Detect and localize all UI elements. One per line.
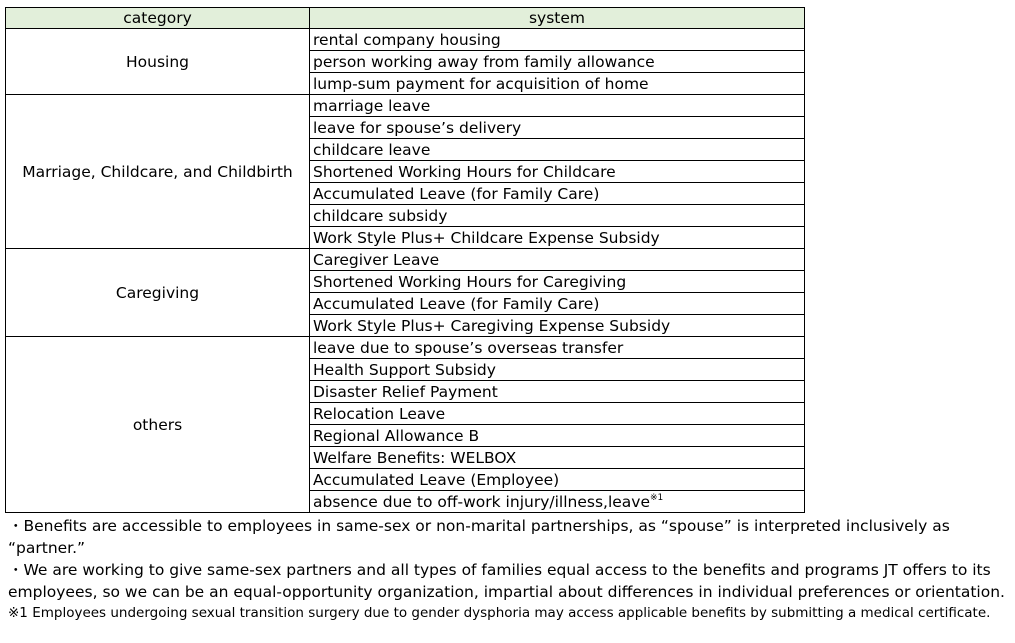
note-partnership: ・Benefits are accessible to employees in same-sex or non-marital partnerships, as “spouse” is interpreted inclusively as “partner.” [8,517,950,557]
note-equal-access: ・We are working to give same-sex partners and all types of families equal access to the benefits and programs JT offers to its employees, so we can be an equal-opportunity organization, impartial about differences in individual preferences or orientation. [8,561,1005,601]
system-cell: Welfare Benefits: WELBOX [310,447,805,469]
system-cell: Health Support Subsidy [310,359,805,381]
system-cell: Regional Allowance B [310,425,805,447]
system-cell: Shortened Working Hours for Childcare [310,161,805,183]
system-cell: Accumulated Leave (for Family Care) [310,293,805,315]
system-cell: rental company housing [310,29,805,51]
system-cell: Work Style Plus+ Childcare Expense Subsidy [310,227,805,249]
system-cell: leave due to spouse’s overseas transfer [310,337,805,359]
category-cell: Marriage, Childcare, and Childbirth [6,95,310,249]
system-cell: marriage leave [310,95,805,117]
system-cell: Relocation Leave [310,403,805,425]
header-row [6,8,805,29]
footnote: ※1 Employees undergoing sexual transition surgery due to gender dysphoria may access applicable benefits by submitting a medical certificate. [8,605,991,621]
category-header: category [6,8,310,29]
system-cell: lump-sum payment for acquisition of home [310,73,805,95]
system-cell: Shortened Working Hours for Caregiving [310,271,805,293]
system-cell: Work Style Plus+ Caregiving Expense Subsidy [310,315,805,337]
category-cell: others [6,337,310,513]
system-cell: Caregiver Leave [310,249,805,271]
table-row [6,249,805,271]
system-cell: leave for spouse’s delivery [310,117,805,139]
system-cell-text: absence due to off-work injury/illness,leave [313,492,650,511]
table-body [6,29,805,513]
table-row [6,29,805,51]
table-row [6,95,805,117]
category-cell: Housing [6,29,310,95]
system-cell: Disaster Relief Payment [310,381,805,403]
system-cell [310,491,805,513]
footnote-marker: ※1 [650,492,664,503]
category-cell: Caregiving [6,249,310,337]
system-cell: Accumulated Leave (for Family Care) [310,183,805,205]
table-row [6,337,805,359]
benefits-table [5,7,805,513]
system-header: system [310,8,805,29]
system-cell: person working away from family allowance [310,51,805,73]
system-cell: childcare subsidy [310,205,805,227]
system-cell: childcare leave [310,139,805,161]
notes-section [8,515,1010,623]
system-cell: Accumulated Leave (Employee) [310,469,805,491]
